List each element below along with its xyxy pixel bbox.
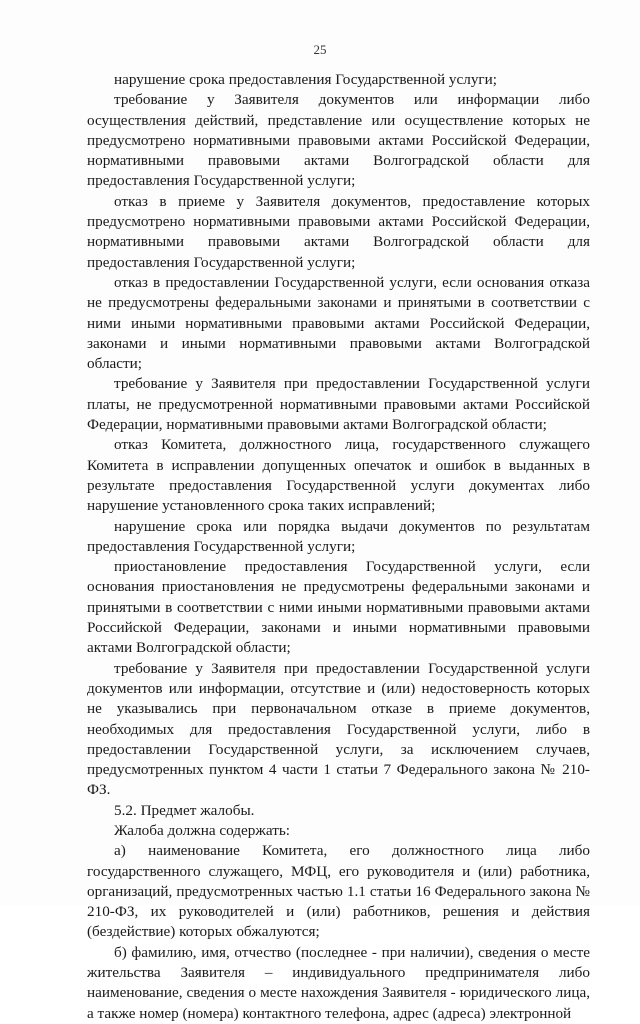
paragraph: требование у Заявителя документов или информации либо осуществления действий, представление или осуществление которых не предусмотрено нормативными правовыми актами Российской Федерации, нормативными правовыми актами Волгоградской области для предоставления Государственной услуги;: [87, 91, 590, 190]
paragraph: отказ в предоставлении Государственной услуги, если основания отказа не предусмотрены федеральными законами и принятыми в соответствии с ними иными нормативными правовыми актами Российской Федерации, законами и иными нормативными правовыми актами Волгоградской области;: [87, 273, 590, 373]
paragraph: отказ в приеме у Заявителя документов, предоставление которых предусмотрено нормативными правовыми актами Российской Федерации, нормативными правовыми актами Волгоградской области для предоставления Государственной услуги;: [87, 192, 590, 271]
list-item: а) наименование Комитета, его должностного лица либо государственного служащего, МФЦ, его руководителя и (или) работника, организаций, предусмотренных частью 1.1 статьи 16 Федерального закона № 210-ФЗ, их руководителей и (или) работников, решения и действия (бездействие) которых обжалуются;: [87, 842, 590, 941]
page-number: 25: [313, 42, 327, 57]
paragraph: нарушение срока или порядка выдачи документов по результатам предоставления Государственной услуги;: [87, 517, 590, 555]
section-heading: 5.2. Предмет жалобы.: [114, 801, 255, 819]
paragraph: нарушение срока предоставления Государственной услуги;: [114, 71, 498, 88]
list-item: б) фамилию, имя, отчество (последнее - при наличии), сведения о месте жительства Заявителя – индивидуального предпринимателя либо наименование, сведения о месте нахождения Заявителя - юридического лица, а также номер (номера) контактного телефона, адрес (адреса) электронной: [87, 943, 590, 1022]
paragraph: Жалоба должна содержать:: [114, 821, 290, 839]
paragraph: требование у Заявителя при предоставлении Государственной услуги документов или информации, отсутствие и (или) недостоверность которых не указывались при первоначальном отказе в приеме документов, необходимых для предоставления Государственной услуги, либо в предоставлении Государственной услуги, за исключением случаев, предусмотренных пунктом 4 части 1 статьи 7 Федерального закона № 210-ФЗ.: [87, 659, 590, 799]
paragraph: отказ Комитета, должностного лица, государственного служащего Комитета в исправлении допущенных опечаток и ошибок в выданных в результате предоставления Государственной услуги документах либо нарушение установленного срока таких исправлений;: [87, 436, 590, 515]
paragraph: приостановление предоставления Государственной услуги, если основания приостановления не предусмотрены федеральными законами и принятыми в соответствии с ними иными нормативными правовыми актами Российской Федерации, законами и иными нормативными правовыми актами Волгоградской области;: [87, 558, 590, 657]
document-body: [87, 70, 590, 1024]
paragraph: требование у Заявителя при предоставлении Государственной услуги платы, не предусмотренной нормативными правовыми актами Российской Федерации, нормативными правовыми актами Волгоградской области;: [87, 375, 590, 434]
